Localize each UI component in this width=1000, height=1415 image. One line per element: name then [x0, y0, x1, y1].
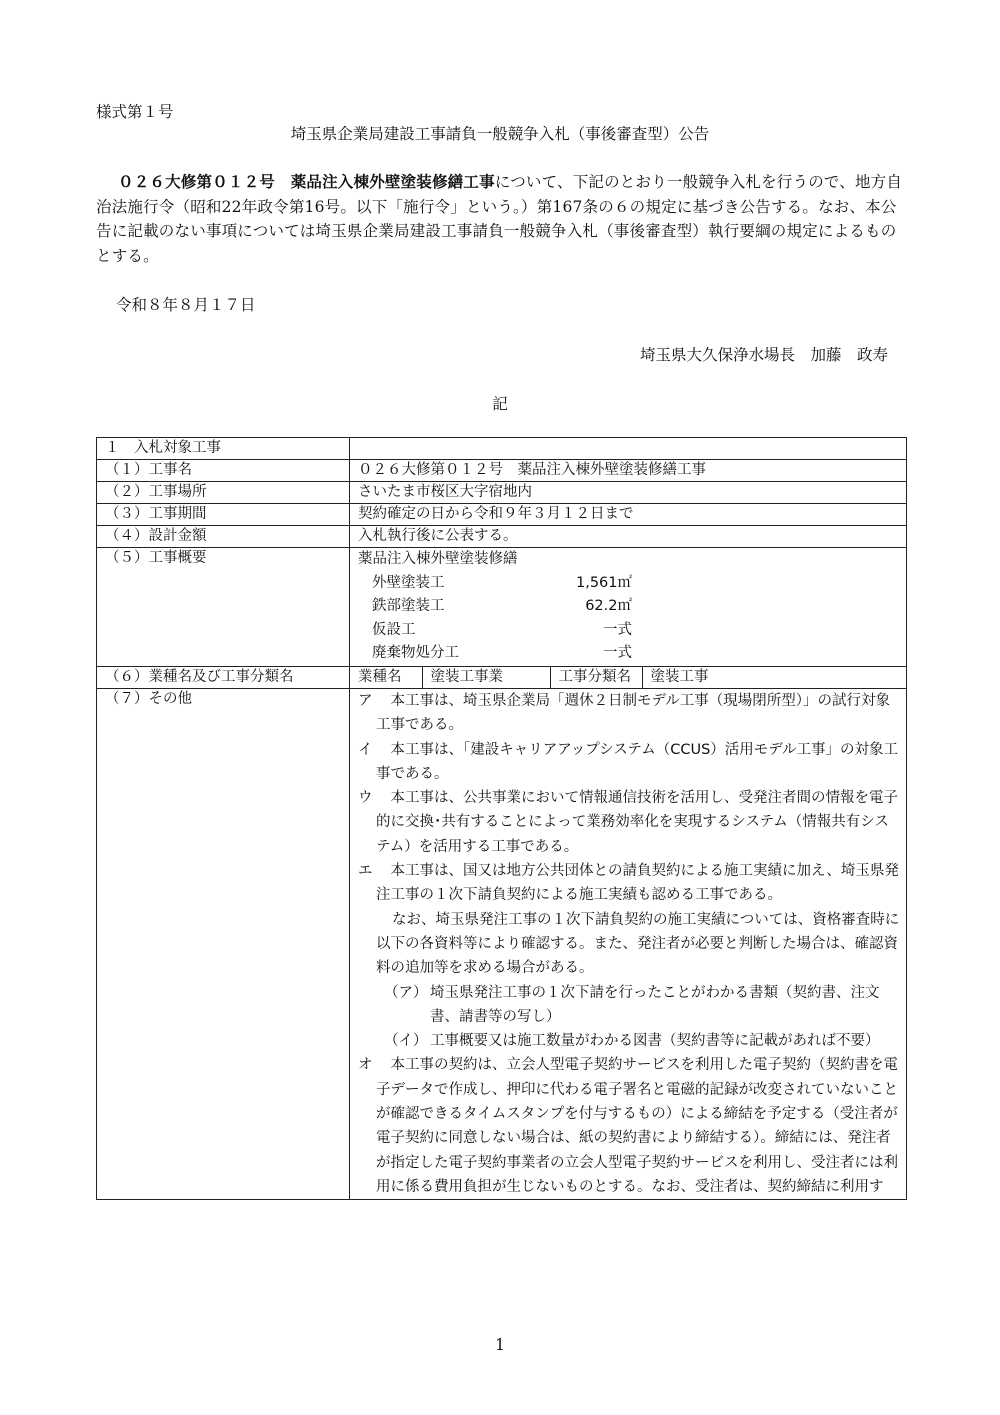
row-label: （２）工事場所: [97, 482, 350, 504]
table-row: [97, 666, 907, 688]
class-label: 工事分類名: [550, 667, 642, 688]
table-row: [97, 688, 907, 1199]
table-row: [97, 548, 907, 667]
sub-item-i: （イ） 工事概要又は施工数量がわかる図書（契約書等に記載があれば不要）: [384, 1033, 880, 1050]
overview-label: （５）工事概要: [97, 548, 350, 667]
intro-project-name: ０２６大修第０１２号 薬品注入棟外壁塗装修繕工事: [118, 173, 495, 191]
signer: 埼玉県大久保浄水場長 加藤 政寿: [639, 346, 888, 364]
clause-u: ウ 本工事は、公共事業において情報通信技術を活用し、受発注者間の情報を電子的に交換･共有することによって業務効率化を実現するシステム（情報共有システム）を活用する工事である。: [358, 790, 898, 855]
ki-heading: 記: [492, 395, 508, 413]
other-label: （７）その他: [97, 688, 350, 1199]
page-number: 1: [495, 1336, 505, 1354]
clause-e: エ 本工事は、国又は地方公共団体との請負契約による施工実績に加え、埼玉県発注工事の１次下請負契約による施工実績も認める工事である。: [358, 863, 899, 904]
clause-e-note: なお、埼玉県発注工事の１次下請負契約の施工実績については、資格審査時に以下の各資料等により確認する。また、発注者が必要と判断した場合は、確認資料の追加等を求める場合がある。: [376, 911, 900, 977]
table-row: [97, 460, 907, 482]
row-label: （４）設計金額: [97, 526, 350, 548]
row-value: 入札執行後に公表する。: [350, 526, 907, 548]
sub-item-a: （ア） 埼玉県発注工事の１次下請を行ったことがわかる書類（契約書、注文書、請書等の写し）: [384, 984, 880, 1025]
clause-i: イ 本工事は、「建設キャリアアップシステム（CCUS）活用モデル工事」の対象工事である。: [358, 741, 899, 782]
overview-item: 廃棄物処分工 一式: [372, 645, 632, 662]
table-row: [97, 526, 907, 548]
row-label: （１）工事名: [97, 460, 350, 482]
overview-title: 薬品注入棟外壁塗装修繕: [358, 551, 518, 567]
row-value: 契約確定の日から令和９年３月１２日まで: [350, 504, 907, 526]
table-row: [97, 482, 907, 504]
table-row: [97, 504, 907, 526]
category-label: （６）業種名及び工事分類名: [97, 666, 350, 688]
overview-item: 仮設工 一式: [372, 621, 632, 638]
overview-item: 鉄部塗装工 62.2㎡: [372, 598, 632, 615]
notice-table: [96, 437, 907, 1200]
row-label: （３）工事期間: [97, 504, 350, 526]
type-value: 塗装工事業: [422, 667, 550, 688]
overview-item: 外壁塗装工 1,561㎡: [372, 574, 632, 591]
section-heading: １ 入札対象工事: [97, 438, 350, 460]
overview-cell: [350, 548, 907, 667]
form-label: 様式第１号: [96, 103, 174, 121]
type-label: 業種名: [350, 667, 422, 688]
category-cell: [350, 666, 907, 688]
table-row: [97, 438, 907, 460]
notice-date: 令和８年８月１７日: [116, 296, 256, 314]
row-value: ０２６大修第０１２号 薬品注入棟外壁塗装修繕工事: [350, 460, 907, 482]
document-title: 埼玉県企業局建設工事請負一般競争入札（事後審査型）公告: [290, 125, 710, 143]
intro-paragraph: [96, 170, 911, 268]
clause-o: オ 本工事の契約は、立会人型電子契約サービスを利用した電子契約（契約書を電子データで作成し、押印に代わる電子署名と電磁的記録が改変されていないことが確認できるタイムスタンプを付与するもの）による締結を予定する（受注者が電子契約に同意しない場合は、紙の契約書により締結する）。締結には、発注者が指定した電子契約事業者の立会人型電子契約サービスを利用し、受注者には利用に係る費用負担が生じないものとする。なお、受注者は、契約締結に利用す: [358, 1057, 898, 1195]
clause-a: ア 本工事は、埼玉県企業局「週休２日制モデル工事（現場閉所型）」の試行対象工事である。: [358, 692, 891, 734]
row-value: さいたま市桜区大字宿地内: [350, 482, 907, 504]
intro-text: について、下記のとおり一般競争入札を行うので、地方自治法施行令（昭和22年政令第16号。以下「施行令」という。）第167条の６の規定に基づき公告する。なお、本公告に記載のない事項については埼玉県企業局建設工事請負一般競争入札（事後審査型）執行要綱の規定によるものとする。: [96, 173, 903, 265]
other-cell: [350, 688, 907, 1199]
class-value: 塗装工事: [650, 668, 709, 685]
section-heading-blank: [350, 438, 907, 460]
